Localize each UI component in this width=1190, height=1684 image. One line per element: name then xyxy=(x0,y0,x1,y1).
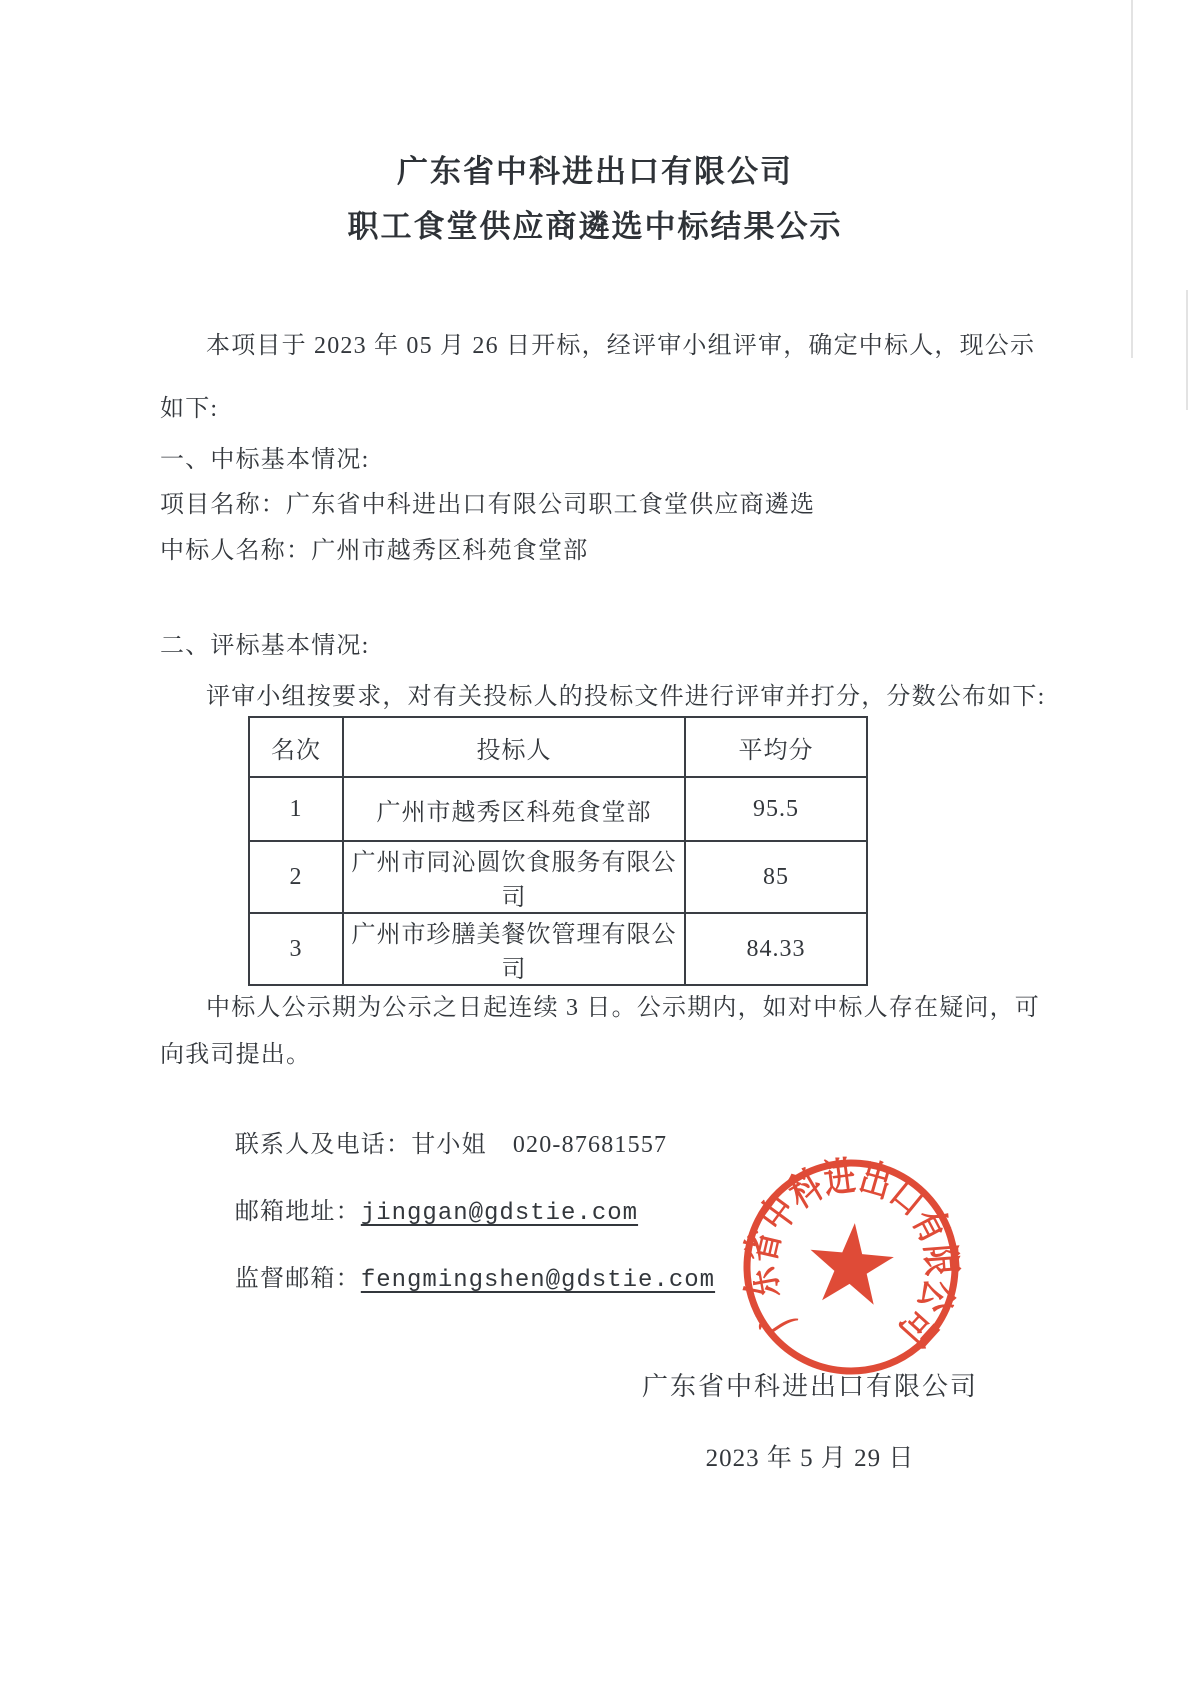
cell-bidder: 广州市珍膳美餐饮管理有限公司 xyxy=(343,913,685,985)
seal-text: 广东省中科进出口有限公司 xyxy=(735,1152,966,1361)
cell-score: 85 xyxy=(685,841,867,913)
notice-line-2: 向我司提出。 xyxy=(160,1042,312,1068)
notice-line-1: 中标人公示期为公示之日起连续 3 日。公示期内，如对中标人存在疑问，可 xyxy=(206,995,1040,1021)
intro-line-1: 本项目于 2023 年 05 月 26 日开标，经评审小组评审，确定中标人，现公示 xyxy=(206,333,1036,359)
header-score: 平均分 xyxy=(685,717,867,777)
supervision-email-address: fengmingshen@gdstie.com xyxy=(360,1267,716,1294)
score-table-header-row xyxy=(249,717,867,777)
email-address: jinggan@gdstie.com xyxy=(360,1200,639,1227)
header-rank: 名次 xyxy=(249,717,343,777)
scan-artifact-line xyxy=(1186,290,1188,410)
cell-score: 84.33 xyxy=(685,913,867,985)
signature-date: 2023 年 5 月 29 日 xyxy=(705,1445,915,1472)
section2-intro: 评审小组按要求，对有关投标人的投标文件进行评审并打分，分数公布如下: xyxy=(206,684,1046,710)
table-row xyxy=(249,913,867,985)
contact-name: 甘小姐 xyxy=(411,1132,487,1158)
contact-phone: 020-87681557 xyxy=(512,1132,668,1158)
winner-name-line: 中标人名称：广州市越秀区科苑食堂部 xyxy=(160,538,589,564)
intro-line-2: 如下: xyxy=(160,396,219,422)
table-row xyxy=(249,777,867,841)
cell-bidder: 广州市越秀区科苑食堂部 xyxy=(343,777,685,841)
header-bidder: 投标人 xyxy=(343,717,685,777)
star-icon xyxy=(806,1220,896,1307)
cell-rank: 1 xyxy=(249,777,343,841)
cell-bidder: 广州市同沁圆饮食服务有限公司 xyxy=(343,841,685,913)
score-table xyxy=(248,716,868,986)
cell-score: 95.5 xyxy=(685,777,867,841)
contact-label: 联系人及电话： xyxy=(234,1132,412,1158)
section1-heading: 一、中标基本情况: xyxy=(160,447,370,473)
table-row xyxy=(249,841,867,913)
supervision-email-line xyxy=(206,1234,715,1326)
company-seal xyxy=(729,1145,973,1389)
document-title-line2: 职工食堂供应商遴选中标结果公示 xyxy=(347,209,843,244)
signature-company: 广东省中科进出口有限公司 xyxy=(641,1372,978,1401)
supervision-email-label: 监督邮箱： xyxy=(234,1266,361,1292)
project-name-line: 项目名称：广东省中科进出口有限公司职工食堂供应商遴选 xyxy=(160,492,816,518)
section2-heading: 二、评标基本情况: xyxy=(160,633,370,659)
cell-rank: 3 xyxy=(249,913,343,985)
cell-rank: 2 xyxy=(249,841,343,913)
document-title-line1: 广东省中科进出口有限公司 xyxy=(397,154,793,189)
email-label: 邮箱地址： xyxy=(234,1199,361,1225)
